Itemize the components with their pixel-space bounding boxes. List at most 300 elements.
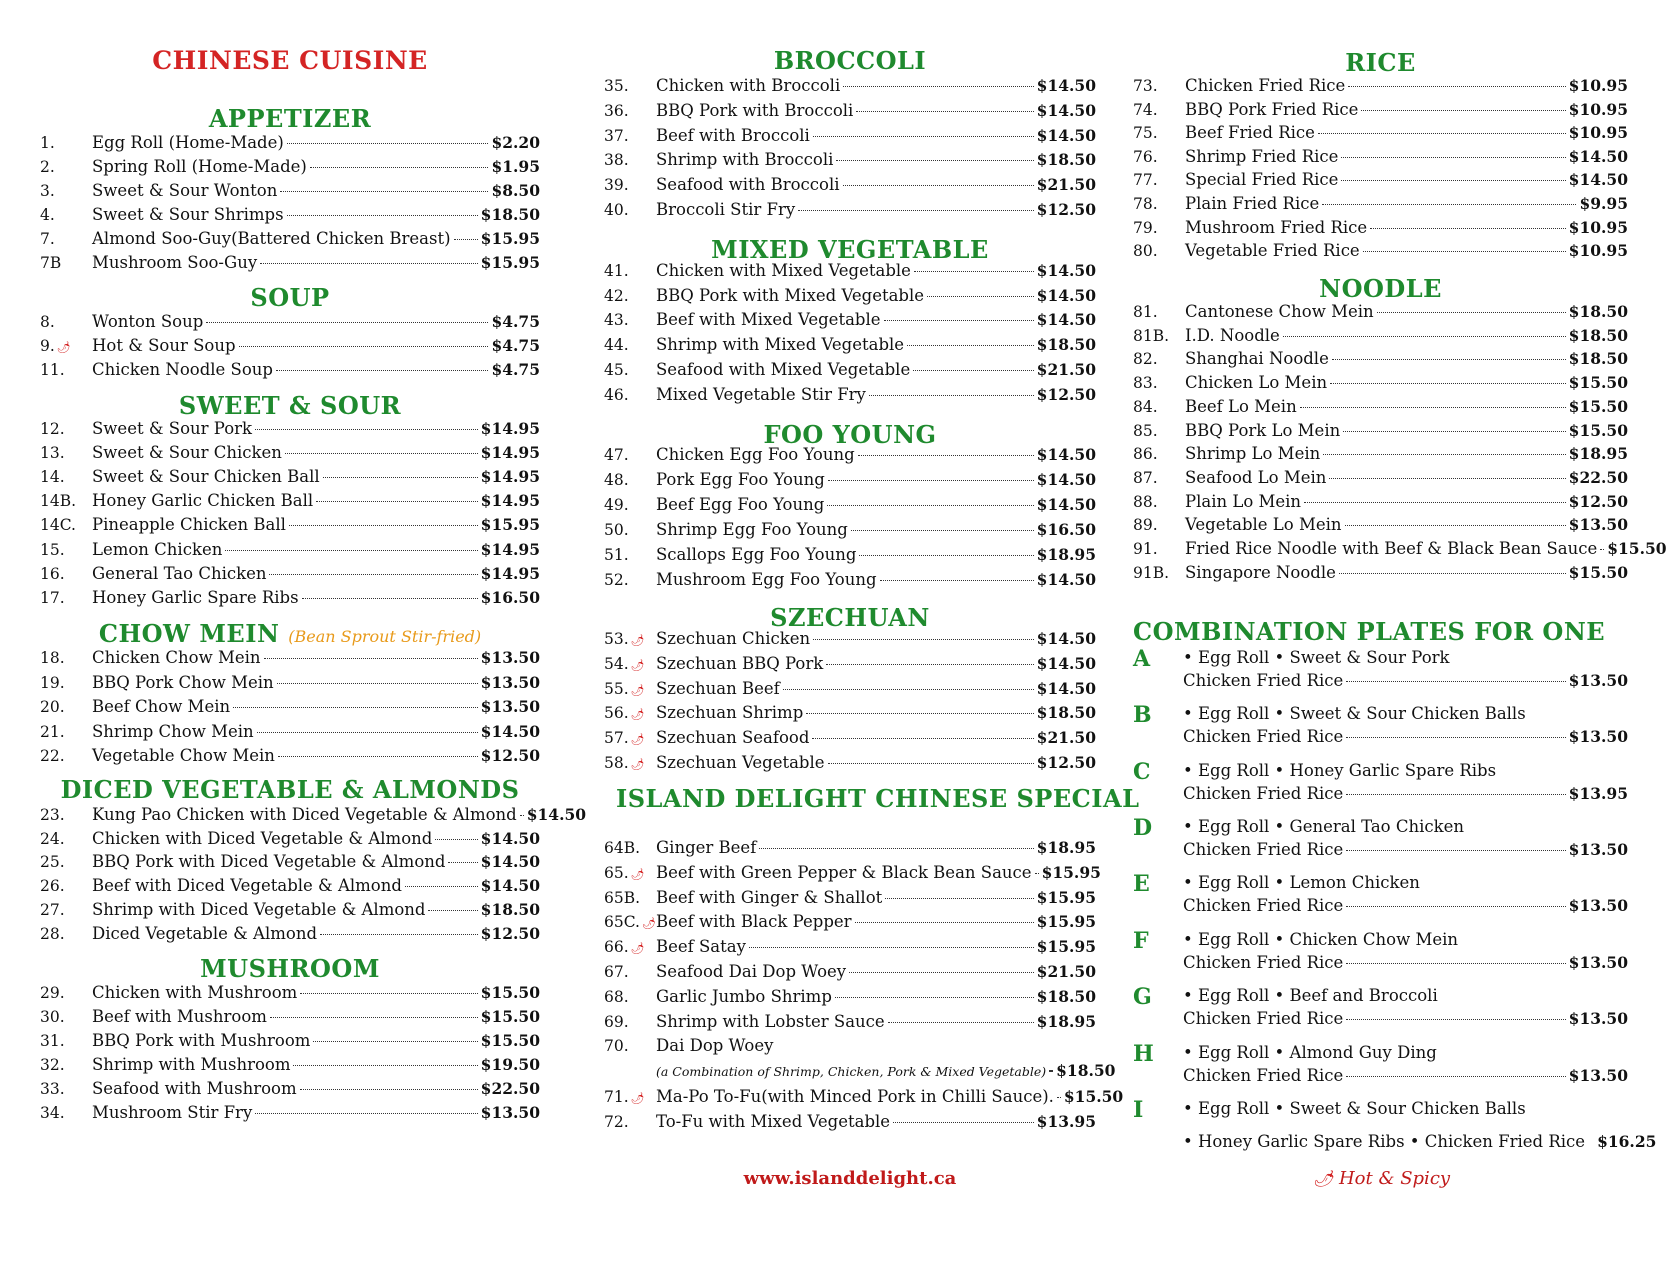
item-name: Beef Egg Foo Young bbox=[656, 494, 825, 514]
dot-leader bbox=[206, 322, 488, 323]
menu-item bbox=[1133, 326, 1628, 350]
dot-leader bbox=[828, 763, 1034, 764]
item-name: Pork Egg Foo Young bbox=[656, 469, 825, 489]
item-price: $14.95 bbox=[480, 563, 540, 583]
chili-pepper-icon: 🌶 bbox=[630, 634, 645, 647]
dot-leader bbox=[1318, 133, 1566, 134]
dot-leader bbox=[287, 215, 478, 216]
menu-item bbox=[40, 229, 540, 253]
menu-item bbox=[40, 697, 540, 721]
item-price: $15.95 bbox=[1036, 912, 1096, 932]
menu-item bbox=[40, 253, 540, 277]
menu-item bbox=[1133, 170, 1628, 194]
item-number: 49. bbox=[604, 495, 629, 514]
menu-item bbox=[604, 360, 1096, 384]
item-name: Seafood with Mixed Vegetable bbox=[656, 359, 911, 379]
dot-leader bbox=[1370, 228, 1566, 229]
dot-leader bbox=[310, 167, 489, 168]
dot-leader bbox=[1322, 204, 1576, 205]
combo-side bbox=[1183, 727, 1628, 751]
item-name: General Tao Chicken bbox=[92, 563, 267, 583]
menu-item bbox=[1133, 194, 1628, 218]
dot-leader bbox=[1361, 110, 1565, 111]
dot-leader bbox=[260, 263, 478, 264]
item-price: $14.50 bbox=[480, 828, 540, 848]
menu-item bbox=[1133, 397, 1628, 421]
item-number: 50. bbox=[604, 520, 629, 539]
section-title-foo-young: FOO YOUNG bbox=[763, 420, 937, 449]
item-name: Szechuan BBQ Pork bbox=[656, 653, 824, 673]
combo-letter: I bbox=[1133, 1097, 1144, 1123]
item-number: 45. bbox=[604, 360, 629, 379]
item-number: 79. bbox=[1133, 218, 1158, 237]
item-name: Beef with Mixed Vegetable bbox=[656, 310, 881, 330]
dot-leader bbox=[828, 480, 1034, 481]
item-number: 88. bbox=[1133, 492, 1158, 511]
menu-item bbox=[1133, 421, 1628, 445]
menu-item bbox=[604, 570, 1096, 594]
item-price: $18.50 bbox=[1568, 325, 1628, 345]
item-price: $15.95 bbox=[1036, 937, 1096, 957]
item-name: Beef Satay bbox=[656, 937, 746, 957]
combo-side-text: Chicken Fried Rice bbox=[1183, 953, 1344, 972]
item-name: Pineapple Chicken Ball bbox=[92, 515, 286, 535]
menu-item bbox=[604, 76, 1096, 100]
dot-leader bbox=[1035, 873, 1039, 874]
item-price: $15.50 bbox=[480, 983, 540, 1002]
item-price: $15.50 bbox=[1607, 539, 1667, 558]
item-number: 86. bbox=[1133, 445, 1158, 464]
item-price: $18.50 bbox=[1036, 335, 1096, 355]
dot-leader bbox=[448, 862, 477, 863]
item-name: Szechuan Seafood bbox=[656, 728, 810, 748]
item-number: 38. bbox=[604, 151, 629, 170]
item-number: 14C. bbox=[40, 516, 76, 535]
item-name: Wonton Soup bbox=[92, 312, 204, 331]
dot-leader bbox=[843, 185, 1034, 186]
dai-dop-woey-description bbox=[604, 1061, 1116, 1083]
dot-leader bbox=[302, 598, 478, 599]
item-price: $14.50 bbox=[1036, 494, 1096, 514]
item-name: Chicken with Diced Vegetable & Almond bbox=[92, 828, 433, 848]
item-price: $13.50 bbox=[480, 697, 540, 716]
item-number: 91B. bbox=[1133, 563, 1170, 582]
item-name: Chicken Egg Foo Young bbox=[656, 445, 855, 464]
dot-leader bbox=[1049, 1070, 1053, 1072]
item-number: 11. bbox=[40, 361, 65, 379]
item-number: 31. bbox=[40, 1032, 65, 1050]
combo-price: $13.95 bbox=[1568, 784, 1628, 803]
combo-side bbox=[1183, 840, 1628, 864]
item-name: Chicken Lo Mein bbox=[1185, 373, 1328, 393]
item-number: 2. bbox=[40, 158, 55, 176]
dot-leader bbox=[856, 111, 1033, 112]
menu-item bbox=[604, 962, 1096, 986]
item-price: $10.95 bbox=[1568, 76, 1628, 95]
item-number: 30. bbox=[40, 1008, 65, 1026]
item-number: 58. 🌶 bbox=[604, 754, 645, 772]
dot-leader bbox=[858, 455, 1034, 456]
item-number: 46. bbox=[604, 385, 629, 404]
dot-leader bbox=[827, 505, 1033, 506]
dot-leader bbox=[323, 477, 478, 478]
menu-item bbox=[40, 1055, 540, 1079]
item-name: Special Fried Rice bbox=[1185, 170, 1339, 190]
item-number: 75. bbox=[1133, 124, 1158, 143]
item-number: 78. bbox=[1133, 195, 1158, 213]
item-name: Chicken with Mixed Vegetable bbox=[656, 261, 911, 280]
section-title-sweet-sour: SWEET & SOUR bbox=[178, 391, 402, 420]
dot-leader bbox=[893, 1122, 1034, 1123]
menu-item bbox=[604, 937, 1096, 961]
item-price: $15.50 bbox=[480, 1031, 540, 1050]
item-number: 28. bbox=[40, 924, 65, 943]
section-title-mixed-vegetable: MIXED VEGETABLE bbox=[711, 235, 989, 264]
item-price: $18.50 bbox=[1036, 703, 1096, 723]
item-price: $18.95 bbox=[1036, 544, 1096, 564]
item-number: 12. bbox=[40, 420, 65, 438]
dot-leader bbox=[1343, 431, 1565, 432]
item-price: $12.50 bbox=[480, 923, 540, 943]
item-name: Shrimp with Broccoli bbox=[656, 150, 834, 170]
dot-leader bbox=[264, 658, 478, 659]
dot-leader bbox=[313, 1041, 477, 1042]
menu-item bbox=[40, 648, 540, 672]
item-name: Chicken Fried Rice bbox=[1185, 76, 1346, 95]
item-price: $10.95 bbox=[1568, 217, 1628, 237]
item-price: $12.50 bbox=[480, 746, 540, 765]
item-number: 23. bbox=[40, 806, 65, 824]
item-name: Diced Vegetable & Almond bbox=[92, 923, 318, 943]
dot-leader bbox=[759, 848, 1033, 849]
menu-item bbox=[40, 443, 540, 467]
item-number: 41. bbox=[604, 262, 629, 280]
item-name: BBQ Pork Fried Rice bbox=[1185, 99, 1359, 119]
item-number: 56. 🌶 bbox=[604, 704, 645, 723]
item-price: $16.50 bbox=[1036, 519, 1096, 539]
dot-leader bbox=[276, 370, 488, 371]
menu-title: CHINESE CUISINE bbox=[152, 46, 428, 75]
item-name: Szechuan Shrimp bbox=[656, 703, 804, 723]
item-name: BBQ Pork with Mixed Vegetable bbox=[656, 285, 925, 305]
dot-leader bbox=[835, 997, 1034, 998]
item-name: Beef Chow Mein bbox=[92, 697, 231, 716]
item-name: Cantonese Chow Mein bbox=[1185, 302, 1374, 321]
item-number: 51. bbox=[604, 545, 629, 564]
item-name: Honey Garlic Chicken Ball bbox=[92, 491, 314, 511]
menu-item bbox=[40, 336, 540, 360]
combo-items: • Egg Roll • Beef and Broccoli bbox=[1183, 986, 1438, 1005]
item-price: $18.95 bbox=[1036, 838, 1096, 857]
dot-leader bbox=[1339, 573, 1566, 574]
item-name: Broccoli Stir Fry bbox=[656, 200, 796, 219]
combo-items: • Egg Roll • Chicken Chow Mein bbox=[1183, 930, 1459, 949]
item-price: $14.50 bbox=[480, 721, 540, 741]
dot-leader bbox=[269, 574, 477, 575]
dot-leader bbox=[1341, 157, 1565, 158]
dot-leader bbox=[859, 555, 1033, 556]
dot-leader bbox=[1300, 407, 1566, 408]
item-name: To-Fu with Mixed Vegetable bbox=[656, 1112, 891, 1131]
item-number: 81. bbox=[1133, 303, 1158, 321]
item-name: Sweet & Sour Shrimps bbox=[92, 205, 284, 224]
item-number: 24. bbox=[40, 829, 65, 848]
item-price: $18.50 bbox=[1036, 150, 1096, 170]
menu-item bbox=[40, 491, 540, 515]
section-title-soup: SOUP bbox=[250, 283, 330, 312]
dot-leader bbox=[1057, 1097, 1061, 1098]
item-name: Shrimp Egg Foo Young bbox=[656, 519, 848, 539]
chili-pepper-icon: 🌶 bbox=[630, 683, 645, 697]
combo-side bbox=[1183, 671, 1628, 695]
menu-item bbox=[40, 746, 540, 770]
item-price: $18.50 bbox=[1568, 349, 1628, 369]
item-number: 65B. bbox=[604, 888, 641, 907]
item-number: 7B bbox=[40, 254, 62, 272]
dot-leader bbox=[1346, 1076, 1565, 1077]
menu-item bbox=[604, 150, 1096, 174]
item-price: $14.50 bbox=[526, 805, 587, 824]
dot-leader bbox=[1600, 549, 1604, 550]
dot-leader bbox=[289, 525, 478, 526]
menu-item bbox=[40, 419, 540, 443]
menu-item bbox=[604, 862, 1101, 887]
chili-pepper-icon: 🌶 bbox=[1312, 1169, 1334, 1188]
section-title-combination: COMBINATION PLATES FOR ONE bbox=[1133, 617, 1606, 646]
menu-item bbox=[1133, 302, 1628, 326]
chili-pepper-icon: 🌶 bbox=[56, 341, 71, 354]
item-number: 8. bbox=[40, 313, 55, 331]
item-number: 42. bbox=[604, 286, 629, 305]
item-price: $12.50 bbox=[1036, 753, 1096, 772]
menu-item bbox=[604, 470, 1096, 494]
item-number: 89. bbox=[1133, 516, 1158, 535]
item-name: BBQ Pork Lo Mein bbox=[1185, 420, 1341, 440]
dot-leader bbox=[783, 689, 1034, 690]
combo-side-text: Chicken Fried Rice bbox=[1183, 784, 1344, 803]
dot-leader bbox=[1329, 478, 1565, 479]
item-name: Beef Lo Mein bbox=[1185, 396, 1297, 416]
item-price: $14.50 bbox=[1036, 569, 1096, 589]
menu-item bbox=[40, 983, 540, 1007]
item-price: $14.50 bbox=[1036, 76, 1096, 95]
dot-leader bbox=[270, 1017, 478, 1018]
dot-leader bbox=[826, 664, 1033, 665]
menu-item bbox=[604, 679, 1096, 703]
combo-letter: D bbox=[1133, 815, 1153, 841]
dot-leader bbox=[855, 922, 1034, 923]
item-number: 84. bbox=[1133, 397, 1158, 416]
item-number: 55. 🌶 bbox=[604, 679, 645, 698]
item-name: Chicken with Mushroom bbox=[92, 983, 298, 1002]
dot-leader bbox=[1346, 681, 1565, 682]
menu-item bbox=[604, 1087, 1124, 1111]
menu-item bbox=[1133, 515, 1628, 539]
section-title-chow-mein bbox=[40, 619, 540, 648]
menu-item bbox=[604, 1036, 1096, 1060]
menu-item bbox=[40, 900, 540, 924]
item-name: Almond Soo-Guy(Battered Chicken Breast) bbox=[92, 229, 451, 248]
dot-leader bbox=[233, 707, 478, 708]
dot-leader bbox=[428, 910, 477, 911]
menu-item bbox=[1133, 147, 1628, 171]
combo-price: $13.50 bbox=[1568, 953, 1628, 972]
item-price: $4.75 bbox=[491, 336, 540, 355]
dot-leader bbox=[1363, 251, 1566, 252]
menu-item bbox=[604, 838, 1096, 862]
menu-item bbox=[1133, 468, 1628, 492]
item-number: 83. bbox=[1133, 374, 1158, 393]
menu-item bbox=[40, 805, 587, 829]
menu-item bbox=[1133, 373, 1628, 397]
dot-leader bbox=[405, 886, 478, 887]
menu-item bbox=[1133, 100, 1628, 124]
item-price: $13.50 bbox=[480, 672, 540, 692]
item-price: $18.50 bbox=[480, 899, 540, 919]
menu-item bbox=[1133, 76, 1628, 100]
dot-leader bbox=[1377, 312, 1566, 313]
combo-side-text: Chicken Fried Rice bbox=[1183, 1066, 1344, 1085]
spicy-legend-text: Hot & Spicy bbox=[1338, 1168, 1451, 1189]
item-number: 34. bbox=[40, 1104, 65, 1122]
combo-items: • Egg Roll • Sweet & Sour Chicken Balls bbox=[1183, 1099, 1526, 1118]
item-number: 81B. bbox=[1133, 326, 1170, 345]
combo-items: • Egg Roll • Sweet & Sour Chicken Balls bbox=[1183, 704, 1526, 723]
dot-leader bbox=[1345, 525, 1566, 526]
dot-leader bbox=[255, 429, 478, 430]
item-number: 64B. bbox=[604, 839, 641, 857]
item-number: 47. bbox=[604, 446, 629, 464]
menu-item bbox=[40, 924, 540, 948]
dot-leader bbox=[1332, 359, 1566, 360]
combo-side bbox=[1183, 784, 1628, 808]
item-number: 87. bbox=[1133, 468, 1158, 487]
dot-leader bbox=[1341, 180, 1565, 181]
chili-pepper-icon: 🌶 bbox=[630, 867, 645, 881]
item-number: 44. bbox=[604, 336, 629, 355]
chili-pepper-icon: 🌶 bbox=[630, 942, 645, 956]
combo-price: $13.50 bbox=[1568, 896, 1628, 915]
item-price: $14.50 bbox=[1036, 100, 1096, 120]
combo-letter: B bbox=[1133, 702, 1152, 728]
item-number: 72. bbox=[604, 1113, 629, 1131]
dot-leader bbox=[913, 370, 1033, 371]
menu-item bbox=[604, 654, 1096, 678]
menu-item bbox=[604, 126, 1096, 150]
menu-item bbox=[604, 912, 1096, 936]
item-number: 27. bbox=[40, 900, 65, 919]
item-number: 36. bbox=[604, 101, 629, 120]
combo-letter: G bbox=[1133, 984, 1152, 1010]
menu-item bbox=[604, 629, 1096, 653]
menu-item bbox=[40, 467, 540, 491]
menu-item bbox=[1133, 444, 1628, 468]
item-number: 32. bbox=[40, 1056, 65, 1074]
item-name: Shanghai Noodle bbox=[1185, 349, 1329, 369]
item-name: Shrimp with Lobster Sauce bbox=[656, 1011, 885, 1031]
item-price: $14.50 bbox=[1568, 170, 1628, 190]
item-number: 40. bbox=[604, 201, 629, 219]
combo-price: $13.50 bbox=[1568, 840, 1628, 859]
combo-items: • Egg Roll • Sweet & Sour Pork bbox=[1183, 648, 1450, 667]
dot-leader bbox=[1346, 963, 1565, 964]
combo-side-text: • Honey Garlic Spare Ribs • Chicken Fried Rice bbox=[1183, 1132, 1586, 1151]
item-name: Shrimp with Diced Vegetable & Almond bbox=[92, 899, 426, 919]
item-price: $15.95 bbox=[480, 229, 540, 248]
item-price: $15.50 bbox=[1568, 562, 1628, 582]
section-title-broccoli: BROCCOLI bbox=[773, 46, 927, 75]
item-name: Sweet & Sour Chicken bbox=[92, 443, 282, 463]
item-price: $12.50 bbox=[1036, 384, 1096, 404]
item-number: 4. bbox=[40, 206, 55, 224]
dot-leader bbox=[914, 271, 1034, 272]
item-name: Seafood with Broccoli bbox=[656, 175, 840, 195]
menu-item bbox=[604, 1012, 1096, 1036]
menu-item bbox=[604, 335, 1096, 359]
item-price: $22.50 bbox=[1568, 467, 1628, 487]
item-price: $14.95 bbox=[480, 443, 540, 463]
menu-item bbox=[1133, 492, 1628, 516]
dot-leader bbox=[812, 738, 1033, 739]
website-link[interactable]: www.islanddelight.ca bbox=[743, 1168, 957, 1189]
item-price: $14.95 bbox=[480, 539, 540, 559]
item-name: BBQ Pork with Diced Vegetable & Almond bbox=[92, 852, 446, 872]
item-name: Chicken with Broccoli bbox=[656, 76, 841, 95]
chili-pepper-icon: 🌶 bbox=[630, 758, 645, 771]
item-number: 39. bbox=[604, 176, 629, 195]
menu-item bbox=[40, 564, 540, 588]
item-price: $4.75 bbox=[491, 360, 540, 379]
item-price: $14.50 bbox=[1036, 629, 1096, 648]
menu-item bbox=[604, 703, 1096, 727]
menu-item bbox=[1133, 123, 1628, 147]
item-number: 13. bbox=[40, 444, 65, 463]
item-price: $14.95 bbox=[480, 419, 540, 438]
item-number: 33. bbox=[40, 1080, 65, 1098]
item-price: $9.95 bbox=[1579, 194, 1628, 213]
dot-leader bbox=[1323, 454, 1565, 455]
dot-leader bbox=[225, 550, 477, 551]
item-name: Seafood with Mushroom bbox=[92, 1079, 297, 1098]
combo-side bbox=[1183, 1009, 1628, 1033]
item-price: $14.50 bbox=[1036, 653, 1096, 673]
combo-price: $13.50 bbox=[1568, 1009, 1628, 1028]
section-title-appetizer: APPETIZER bbox=[208, 104, 372, 133]
menu-item bbox=[604, 101, 1096, 125]
item-name: Chicken Chow Mein bbox=[92, 648, 261, 667]
menu-item bbox=[40, 1007, 540, 1031]
combo-side bbox=[1183, 1132, 1657, 1156]
combo-side bbox=[1183, 1066, 1628, 1090]
dot-leader bbox=[1330, 383, 1566, 384]
item-name: Honey Garlic Spare Ribs bbox=[92, 587, 299, 607]
dot-leader bbox=[278, 756, 478, 757]
item-name: Szechuan Beef bbox=[656, 678, 780, 698]
menu-item bbox=[604, 1112, 1096, 1136]
item-price: $14.50 bbox=[1036, 469, 1096, 489]
menu-item bbox=[40, 360, 540, 384]
item-number: 14B. bbox=[40, 492, 77, 511]
item-number: 21. bbox=[40, 722, 65, 741]
dot-leader bbox=[813, 136, 1034, 137]
combo-items: • Egg Roll • Honey Garlic Spare Ribs bbox=[1183, 761, 1497, 780]
item-name: Beef with Ginger & Shallot bbox=[656, 887, 883, 907]
item-price: $15.50 bbox=[1568, 373, 1628, 393]
item-name: Fried Rice Noodle with Beef & Black Bean Sauce bbox=[1185, 539, 1598, 558]
combo-letter: C bbox=[1133, 759, 1151, 785]
dot-leader bbox=[257, 732, 478, 733]
item-number: 65. 🌶 bbox=[604, 863, 645, 882]
